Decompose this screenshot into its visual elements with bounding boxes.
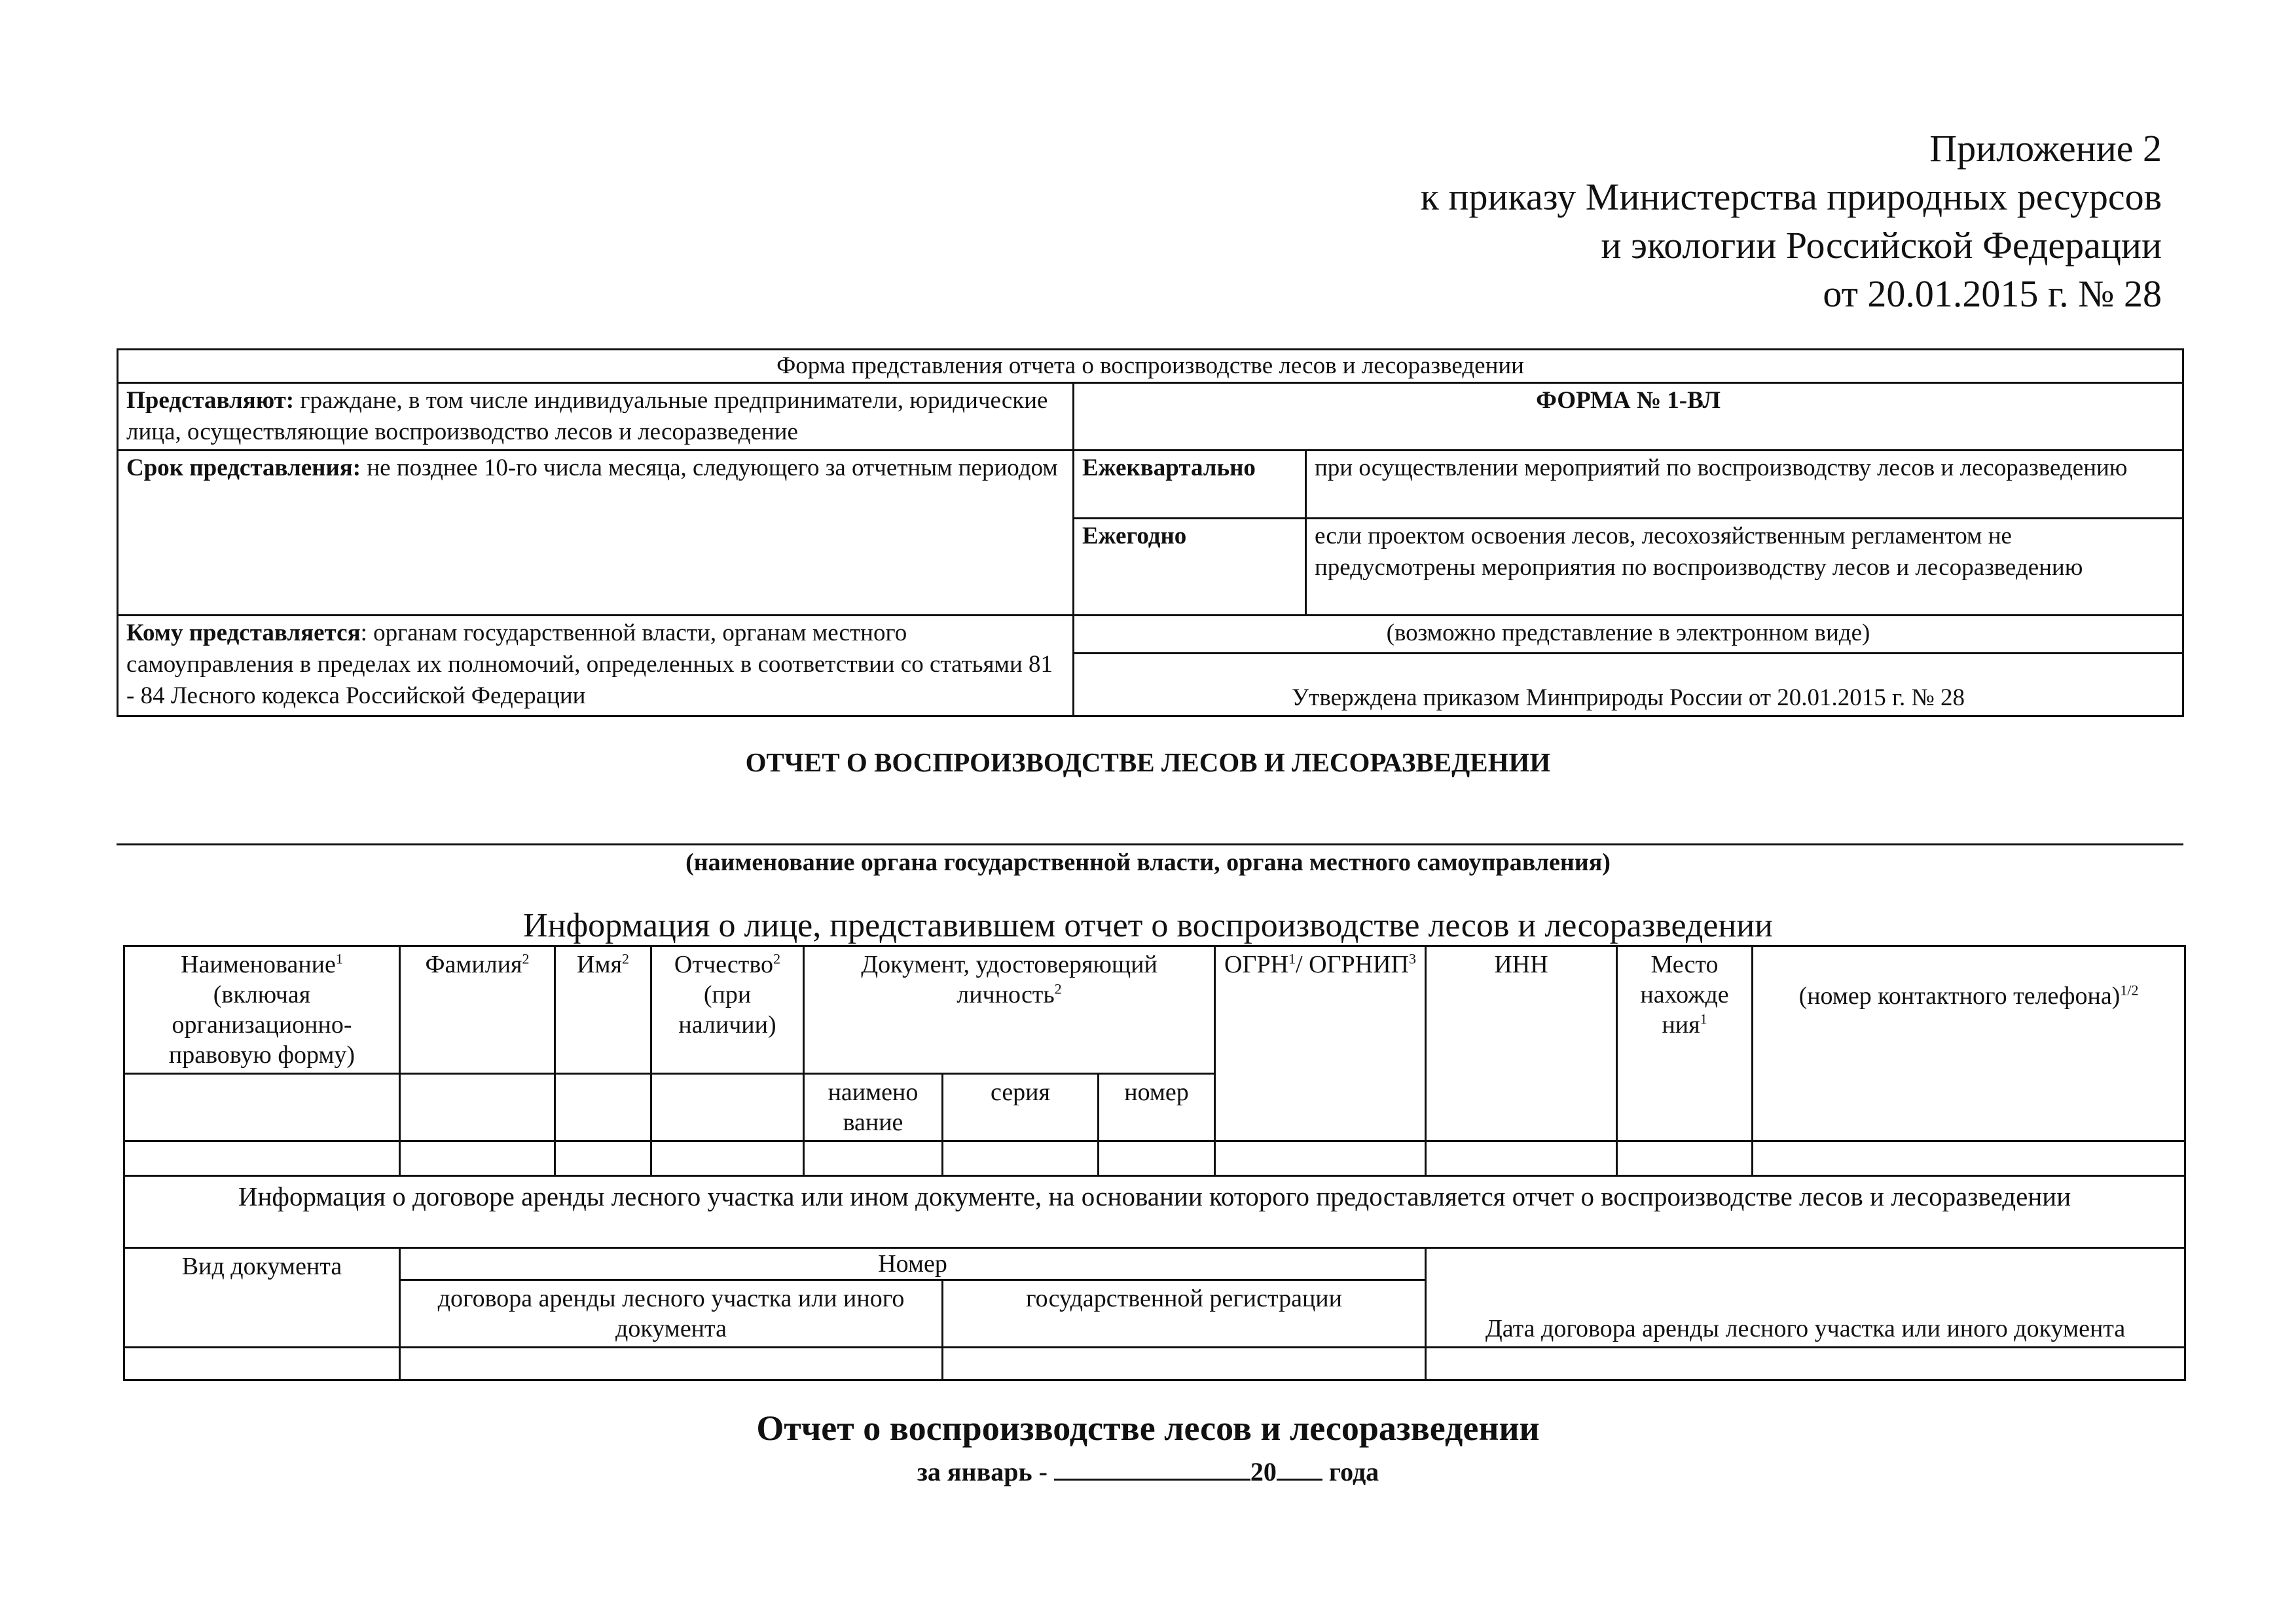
- table-row-cell[interactable]: [124, 1141, 400, 1176]
- name-input-cell[interactable]: [124, 1074, 400, 1141]
- col-name-note: (включая организационно-правовую форму): [168, 981, 355, 1069]
- sub-number: номер: [1099, 1074, 1215, 1141]
- patronymic-input-cell[interactable]: [651, 1074, 804, 1141]
- annex-line-3: и экологии Российской Федерации: [1601, 224, 2162, 267]
- col-inn-header: ИНН: [1426, 946, 1617, 1141]
- table-row-cell[interactable]: [1617, 1141, 1753, 1176]
- table-row-cell[interactable]: [943, 1141, 1099, 1176]
- person-info-table: [123, 945, 2186, 1381]
- col-patronymic-header: [651, 946, 804, 1074]
- table-row-cell[interactable]: [1215, 1141, 1426, 1176]
- approved-note: Утверждена приказом Минприроды России от 20.01.2015 г. № 28: [1074, 654, 2183, 716]
- report-period: [0, 1455, 2296, 1487]
- submitters-text: граждане, в том числе индивидуальные предприниматели, юридические лица, осуществляющие воспроизводство лесов и лесоразведение: [126, 387, 1048, 445]
- period-year-prefix: 20: [1250, 1457, 1277, 1486]
- table-row-cell[interactable]: [651, 1141, 804, 1176]
- col-ogrn-footnote: 1: [1288, 950, 1296, 967]
- col-id-doc-header: [804, 946, 1215, 1074]
- col-phone-header: [1753, 946, 2185, 1141]
- contract-number-header: договора аренды лесного участка или иного документа: [400, 1280, 943, 1348]
- table-row-cell[interactable]: [804, 1141, 943, 1176]
- col-phone-label: (номер контактного телефона): [1798, 982, 2121, 1010]
- deadline-label: Срок представления:: [126, 454, 361, 481]
- contract-date-header: Дата договора аренды лесного участка или иного документа: [1426, 1248, 2185, 1348]
- state-registration-header: государственной регистрации: [943, 1280, 1426, 1348]
- deadline-text: не позднее 10-го числа месяца, следующего за отчетным периодом: [361, 454, 1058, 481]
- col-surname-footnote: 2: [522, 950, 530, 967]
- deadline-cell: [118, 451, 1074, 616]
- year-blank[interactable]: [1277, 1455, 1322, 1481]
- col-firstname-header: [555, 946, 651, 1074]
- number-header: Номер: [400, 1248, 1426, 1280]
- period-prefix: за январь -: [917, 1457, 1054, 1486]
- electronic-note: (возможно представление в электронном виде): [1074, 616, 2183, 654]
- col-phone-footnote: 1/2: [2120, 982, 2139, 999]
- col-location-label: Место нахожде ния: [1640, 951, 1729, 1039]
- col-id-doc-footnote: 2: [1054, 980, 1062, 997]
- final-title: Отчет о воспроизводстве лесов и лесоразведении: [756, 1409, 1540, 1448]
- col-firstname-label: Имя: [577, 951, 622, 978]
- annex-line-2: к приказу Министерства природных ресурсов: [1420, 175, 2162, 218]
- annex-header: [1421, 124, 2162, 318]
- sub-doc-name: наимено вание: [804, 1074, 943, 1141]
- sub-series: серия: [943, 1074, 1099, 1141]
- table-row-cell[interactable]: [1426, 1141, 1617, 1176]
- contract-info-header: Информация о договоре аренды лесного участка или ином документе, на основании которого предоставляется отчет о воспроизводстве лесов и лесоразведении: [124, 1176, 2185, 1248]
- recipient-label: Кому представляется: [126, 619, 361, 646]
- form-header: Форма представления отчета о воспроизводстве лесов и лесоразведении: [118, 350, 2183, 383]
- table-row-cell[interactable]: [1099, 1141, 1215, 1176]
- yearly-text: если проектом освоения лесов, лесохозяйственным регламентом не предусмотрены мероприятия по воспроизводству лесов и лесоразведению: [1306, 519, 2183, 616]
- col-patronymic-footnote: 2: [773, 950, 781, 967]
- submitters-label: Представляют:: [126, 387, 295, 414]
- period-suffix: года: [1322, 1457, 1379, 1486]
- col-ogrnip-footnote: 3: [1408, 950, 1416, 967]
- quarterly-label: Ежеквартально: [1074, 451, 1306, 519]
- submitters-cell: [118, 383, 1074, 451]
- col-location-footnote: 1: [1700, 1010, 1707, 1027]
- col-ogrn-label: ОГРН: [1224, 951, 1289, 978]
- col-patronymic-note: (при наличии): [678, 981, 776, 1039]
- form-number: ФОРМА № 1-ВЛ: [1074, 383, 2183, 451]
- col-name-label: Наименование: [181, 951, 336, 978]
- table-row-cell[interactable]: [555, 1141, 651, 1176]
- month-blank[interactable]: [1054, 1455, 1250, 1481]
- report-title: ОТЧЕТ О ВОСПРОИЗВОДСТВЕ ЛЕСОВ И ЛЕСОРАЗВЕДЕНИИ: [745, 747, 1551, 777]
- col-id-doc-label: Документ, удостоверяющий личность: [861, 951, 1157, 1008]
- organ-caption: (наименование органа государственной власти, органа местного самоуправления): [685, 849, 1611, 876]
- col-surname-label: Фамилия: [425, 951, 522, 978]
- doc-type-header: Вид документа: [124, 1248, 400, 1348]
- contract-date-input-cell[interactable]: [1426, 1348, 2185, 1380]
- contract-number-input-cell[interactable]: [400, 1348, 943, 1380]
- surname-input-cell[interactable]: [400, 1074, 555, 1141]
- firstname-input-cell[interactable]: [555, 1074, 651, 1141]
- table-row-cell[interactable]: [400, 1141, 555, 1176]
- state-registration-input-cell[interactable]: [943, 1348, 1426, 1380]
- doc-type-input-cell[interactable]: [124, 1348, 400, 1380]
- table-row-cell[interactable]: [1753, 1141, 2185, 1176]
- col-patronymic-label: Отчество: [674, 951, 774, 978]
- person-info-title: Информация о лице, представившем отчет о воспроизводстве лесов и лесоразведении: [523, 907, 1773, 944]
- yearly-label: Ежегодно: [1074, 519, 1306, 616]
- col-name-footnote: 1: [335, 950, 343, 967]
- organ-name-line: [117, 843, 2183, 845]
- quarterly-text: при осуществлении мероприятий по воспроизводству лесов и лесоразведению: [1306, 451, 2183, 519]
- col-firstname-footnote: 2: [621, 950, 629, 967]
- col-name-header: [124, 946, 400, 1074]
- annex-line-1: Приложение 2: [1929, 127, 2162, 170]
- form-info-table: [117, 348, 2184, 717]
- col-surname-header: [400, 946, 555, 1074]
- col-location-header: [1617, 946, 1753, 1141]
- col-ogrnip-label: / ОГРНИП: [1296, 951, 1409, 978]
- recipient-text: : органам государственной власти, органам местного самоуправления в пределах их полномочий, определенных в соответствии со статьями 81 - 84 Лесного кодекса Российской Федерации: [126, 619, 1053, 709]
- recipient-cell: [118, 616, 1074, 716]
- col-ogrn-header: [1215, 946, 1426, 1141]
- annex-line-4: от 20.01.2015 г. № 28: [1823, 272, 2162, 315]
